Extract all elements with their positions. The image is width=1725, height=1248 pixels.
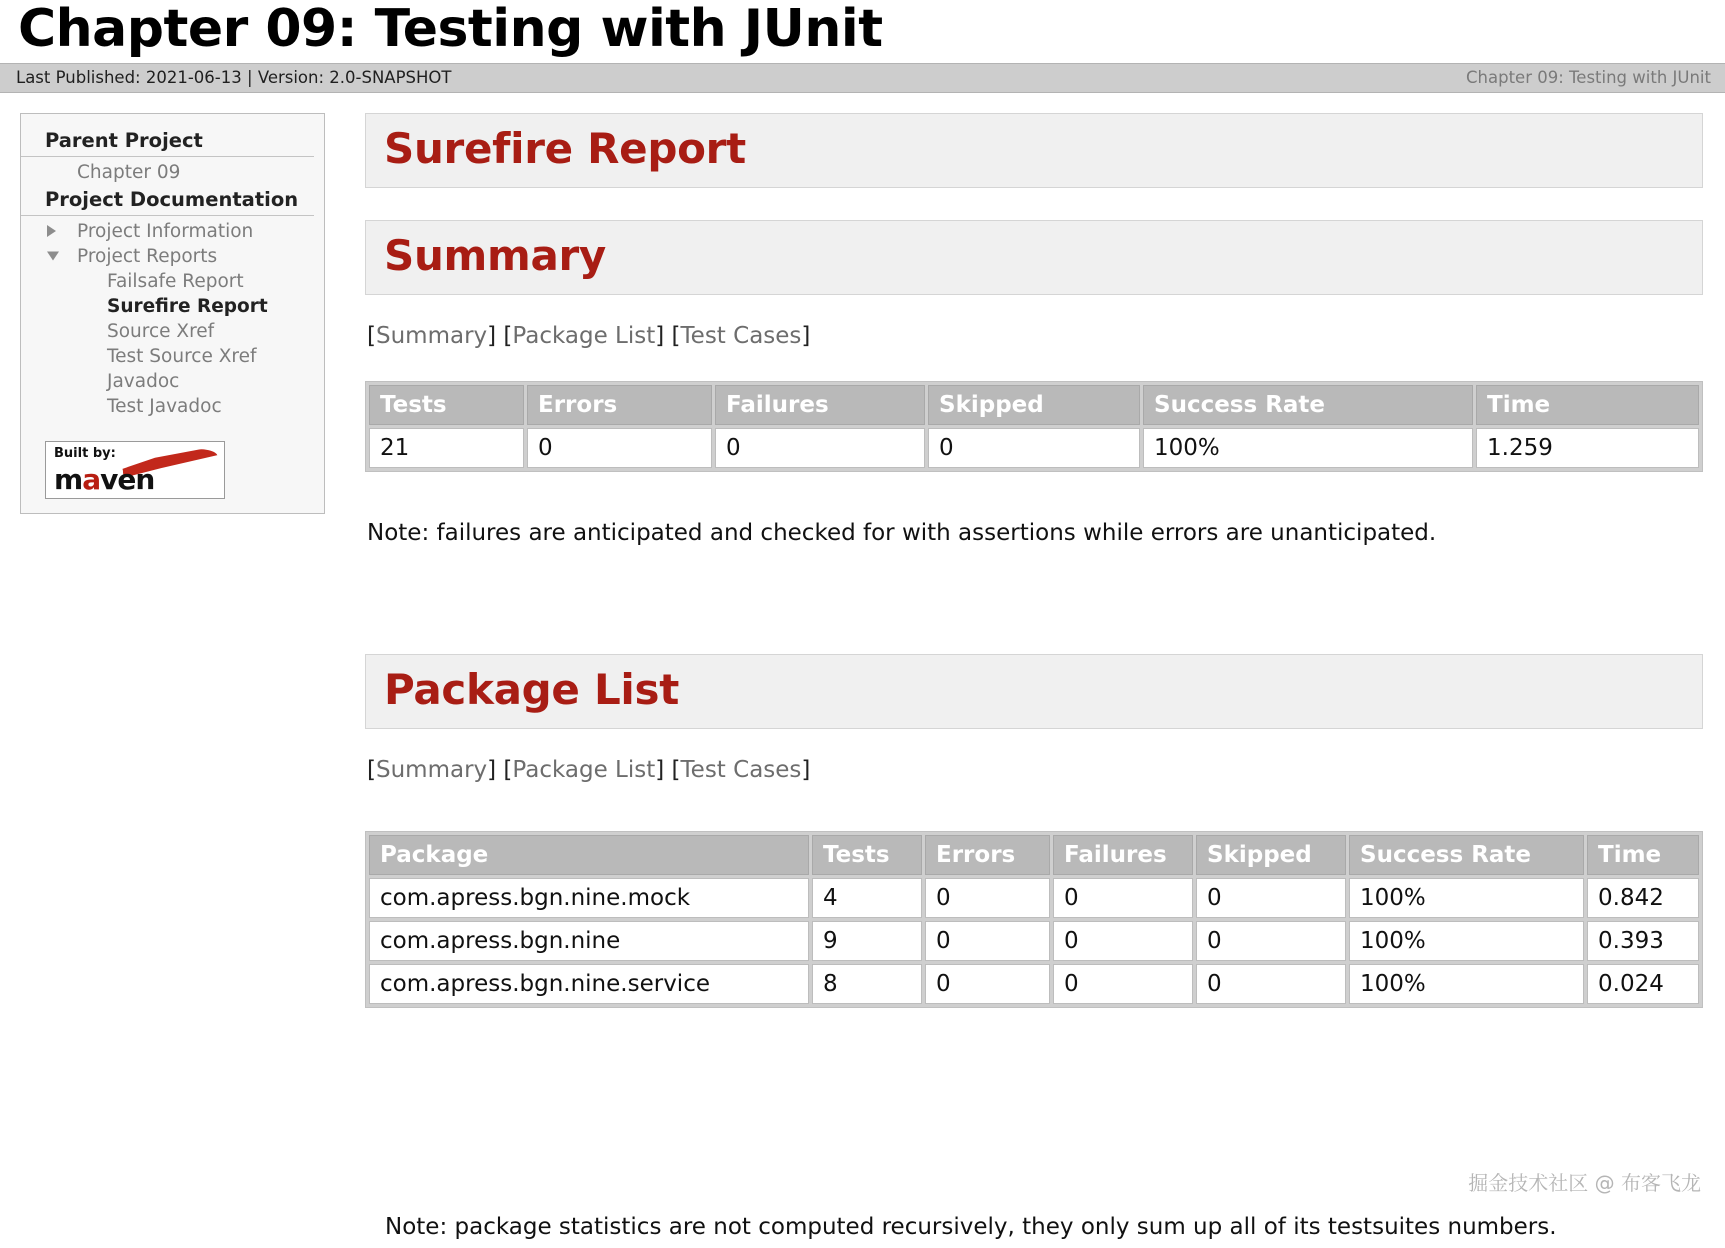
cell-skipped: 0 — [1196, 878, 1346, 918]
col-success-rate: Success Rate — [1143, 385, 1473, 425]
sidebar-item-source-xref[interactable]: Source Xref — [107, 320, 215, 342]
publish-info — [16, 68, 452, 87]
summary-nav-links: [Summary] [Package List] [Test Cases] — [367, 322, 811, 349]
sidebar-item-project-reports[interactable] — [21, 244, 324, 269]
watermark: 掘金技术社区 @ 布客飞龙 — [1468, 1171, 1701, 1195]
cell-errors: 0 — [925, 964, 1050, 1004]
cell-success-rate: 100% — [1349, 964, 1584, 1004]
cell-time: 0.842 — [1587, 878, 1699, 918]
col-success-rate: Success Rate — [1349, 835, 1584, 875]
col-skipped: Skipped — [928, 385, 1140, 425]
cell-errors: 0 — [925, 921, 1050, 961]
breadcrumb: Chapter 09: Testing with JUnit — [1466, 68, 1711, 88]
cell-success-rate: 100% — [1349, 921, 1584, 961]
sidebar-item-chapter-09[interactable]: Chapter 09 — [77, 161, 181, 183]
table-header-row — [369, 835, 1699, 875]
col-errors: Errors — [925, 835, 1050, 875]
sidebar — [20, 113, 325, 514]
version-label: Version: 2.0-SNAPSHOT — [257, 68, 452, 88]
sidebar-item-project-information[interactable] — [21, 219, 324, 244]
col-tests: Tests — [369, 385, 524, 425]
sidebar-item-label: Project Reports — [77, 245, 218, 267]
main-content — [365, 113, 1703, 1008]
sidebar-item-failsafe-report[interactable]: Failsafe Report — [107, 270, 244, 292]
cell-success-rate: 100% — [1143, 428, 1473, 468]
table-row — [369, 964, 1699, 1004]
cell-failures: 0 — [1053, 878, 1193, 918]
package-list-banner — [365, 654, 1703, 729]
link-test-cases-2[interactable]: Test Cases — [680, 756, 802, 783]
cell-package[interactable]: com.apress.bgn.nine.mock — [369, 878, 809, 918]
package-list-title: Package List — [384, 664, 679, 714]
maven-wordmark: maven — [54, 462, 155, 496]
cell-success-rate: 100% — [1349, 878, 1584, 918]
cell-skipped: 0 — [1196, 921, 1346, 961]
sidebar-section-parent-project: Parent Project — [21, 126, 314, 157]
table-header-row — [369, 385, 1699, 425]
table-row — [369, 921, 1699, 961]
cell-time: 0.024 — [1587, 964, 1699, 1004]
col-time: Time — [1587, 835, 1699, 875]
cell-failures: 0 — [1053, 964, 1193, 1004]
cell-failures: 0 — [715, 428, 925, 468]
last-published-label: Last Published: 2021-06-13 — [16, 68, 242, 88]
col-tests: Tests — [812, 835, 922, 875]
page-layout — [0, 93, 1725, 1008]
link-test-cases[interactable]: Test Cases — [680, 322, 802, 349]
chevron-right-icon — [47, 225, 56, 237]
package-nav-links: [Summary] [Package List] [Test Cases] — [367, 756, 811, 783]
cell-errors: 0 — [527, 428, 712, 468]
built-by-label: Built by: — [54, 445, 116, 461]
col-errors: Errors — [527, 385, 712, 425]
cell-time: 0.393 — [1587, 921, 1699, 961]
package-table — [365, 831, 1703, 1008]
sidebar-section-project-documentation: Project Documentation — [21, 185, 314, 216]
summary-note: Note: failures are anticipated and checked for with assertions while errors are unanticipated. — [367, 519, 1437, 546]
sidebar-item-test-source-xref[interactable]: Test Source Xref — [107, 345, 257, 367]
link-package-list-2[interactable]: Package List — [512, 756, 656, 783]
sidebar-item-surefire-report[interactable]: Surefire Report — [107, 295, 268, 317]
cell-skipped: 0 — [928, 428, 1140, 468]
cell-skipped: 0 — [1196, 964, 1346, 1004]
cell-errors: 0 — [925, 878, 1050, 918]
link-summary[interactable]: Summary — [375, 322, 488, 349]
link-summary-2[interactable]: Summary — [375, 756, 488, 783]
cell-package[interactable]: com.apress.bgn.nine — [369, 921, 809, 961]
summary-title: Summary — [384, 230, 607, 280]
cell-time: 1.259 — [1476, 428, 1699, 468]
cell-tests: 9 — [812, 921, 922, 961]
sidebar-item-label: Project Information — [77, 220, 254, 242]
surefire-report-banner — [365, 113, 1703, 188]
col-time: Time — [1476, 385, 1699, 425]
summary-banner — [365, 220, 1703, 295]
col-failures: Failures — [1053, 835, 1193, 875]
col-failures: Failures — [715, 385, 925, 425]
sidebar-item-javadoc[interactable]: Javadoc — [107, 370, 180, 392]
summary-table — [365, 381, 1703, 472]
cell-failures: 0 — [1053, 921, 1193, 961]
built-by-maven-badge[interactable] — [45, 441, 225, 499]
cell-tests: 4 — [812, 878, 922, 918]
cell-package[interactable]: com.apress.bgn.nine.service — [369, 964, 809, 1004]
col-package: Package — [369, 835, 809, 875]
banner-bar — [0, 63, 1725, 93]
link-package-list[interactable]: Package List — [512, 322, 656, 349]
package-note: Note: package statistics are not computed recursively, they only sum up all of its testsuites numbers. — [385, 1214, 1557, 1240]
banner-separator: | — [247, 68, 253, 88]
page-title: Chapter 09: Testing with JUnit — [18, 0, 883, 59]
table-row — [369, 428, 1699, 468]
col-skipped: Skipped — [1196, 835, 1346, 875]
table-row — [369, 878, 1699, 918]
chevron-down-icon — [47, 252, 59, 261]
sidebar-item-test-javadoc[interactable]: Test Javadoc — [107, 395, 222, 417]
cell-tests: 8 — [812, 964, 922, 1004]
cell-tests: 21 — [369, 428, 524, 468]
surefire-report-title: Surefire Report — [384, 123, 746, 173]
